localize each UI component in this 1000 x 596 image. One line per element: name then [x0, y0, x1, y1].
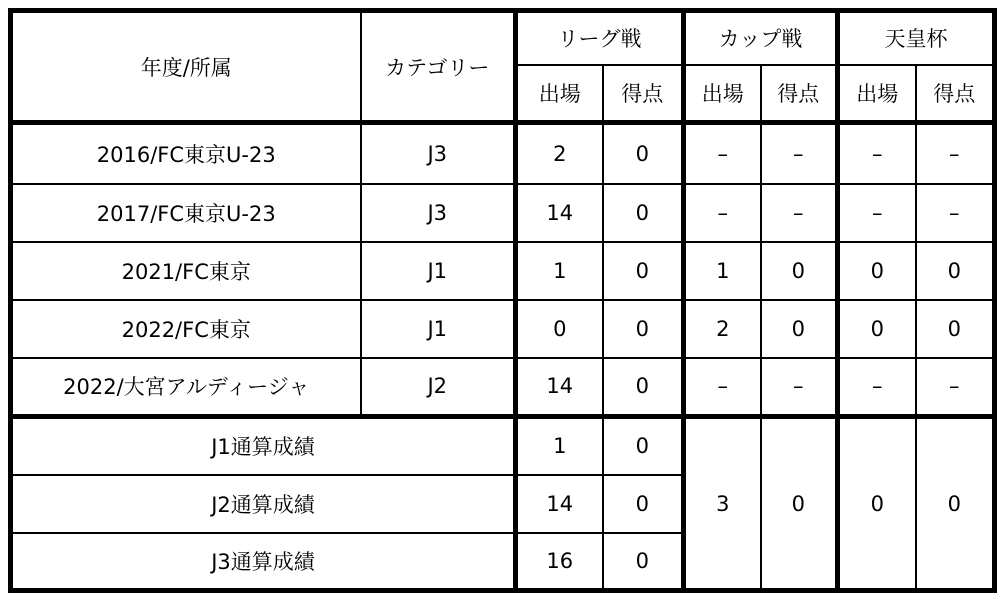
- stat-cell: –: [761, 358, 838, 417]
- category-cell: J3: [361, 123, 516, 184]
- category-cell: J1: [361, 242, 516, 300]
- header-category: カテゴリー: [361, 11, 516, 123]
- stat-cell: 0: [603, 300, 684, 358]
- stat-cell: 14: [516, 184, 603, 242]
- category-cell: J1: [361, 300, 516, 358]
- year-club-cell: 2021/FC東京: [11, 242, 361, 300]
- total-stat-cell: 0: [603, 417, 684, 475]
- stat-cell: 0: [603, 242, 684, 300]
- stat-cell: 1: [684, 242, 761, 300]
- year-club-cell: 2016/FC東京U-23: [11, 123, 361, 184]
- stat-cell: –: [916, 123, 995, 184]
- table-row: [11, 123, 995, 184]
- year-club-cell: 2022/FC東京: [11, 300, 361, 358]
- total-label-cell: J2通算成績: [11, 475, 516, 533]
- subheader-league-apps: 出場: [516, 65, 603, 123]
- category-cell: J3: [361, 184, 516, 242]
- category-cell: J2: [361, 358, 516, 417]
- year-club-cell: 2022/大宮アルディージャ: [11, 358, 361, 417]
- table-row: [11, 242, 995, 300]
- stat-cell: 0: [603, 358, 684, 417]
- stat-cell: 0: [838, 242, 916, 300]
- stat-cell: 0: [603, 123, 684, 184]
- stat-cell: –: [761, 184, 838, 242]
- merged-emperor-apps-cell: 0: [838, 417, 916, 591]
- total-stat-cell: 0: [603, 533, 684, 591]
- total-row: [11, 417, 995, 475]
- table-row: [11, 300, 995, 358]
- header-group-emperor: 天皇杯: [838, 11, 995, 65]
- stat-cell: 0: [516, 300, 603, 358]
- stat-cell: 0: [603, 184, 684, 242]
- stat-cell: 0: [916, 242, 995, 300]
- stat-cell: –: [916, 358, 995, 417]
- stat-cell: 1: [516, 242, 603, 300]
- table-row: [11, 184, 995, 242]
- subheader-cup-goals: 得点: [761, 65, 838, 123]
- stat-cell: 2: [684, 300, 761, 358]
- stat-cell: –: [838, 123, 916, 184]
- total-label-cell: J3通算成績: [11, 533, 516, 591]
- stat-cell: 0: [838, 300, 916, 358]
- stat-cell: 0: [761, 300, 838, 358]
- stat-cell: 14: [516, 358, 603, 417]
- merged-cup-goals-cell: 0: [761, 417, 838, 591]
- stat-cell: –: [684, 184, 761, 242]
- subheader-cup-apps: 出場: [684, 65, 761, 123]
- stat-cell: –: [916, 184, 995, 242]
- subheader-emperor-apps: 出場: [838, 65, 916, 123]
- stat-cell: 2: [516, 123, 603, 184]
- table-row: [11, 358, 995, 417]
- stat-cell: 0: [761, 242, 838, 300]
- subheader-league-goals: 得点: [603, 65, 684, 123]
- merged-emperor-goals-cell: 0: [916, 417, 995, 591]
- header-group-league: リーグ戦: [516, 11, 684, 65]
- total-stat-cell: 0: [603, 475, 684, 533]
- total-label-cell: J1通算成績: [11, 417, 516, 475]
- stat-cell: –: [684, 123, 761, 184]
- year-club-cell: 2017/FC東京U-23: [11, 184, 361, 242]
- header-year-club: 年度/所属: [11, 11, 361, 123]
- total-stat-cell: 1: [516, 417, 603, 475]
- stat-cell: 0: [916, 300, 995, 358]
- stat-cell: –: [838, 184, 916, 242]
- stat-cell: –: [838, 358, 916, 417]
- merged-cup-apps-cell: 3: [684, 417, 761, 591]
- total-stat-cell: 14: [516, 475, 603, 533]
- stat-cell: –: [684, 358, 761, 417]
- stats-table: [8, 8, 997, 593]
- header-group-cup: カップ戦: [684, 11, 838, 65]
- total-stat-cell: 16: [516, 533, 603, 591]
- stat-cell: –: [761, 123, 838, 184]
- header-row-groups: [11, 11, 995, 65]
- subheader-emperor-goals: 得点: [916, 65, 995, 123]
